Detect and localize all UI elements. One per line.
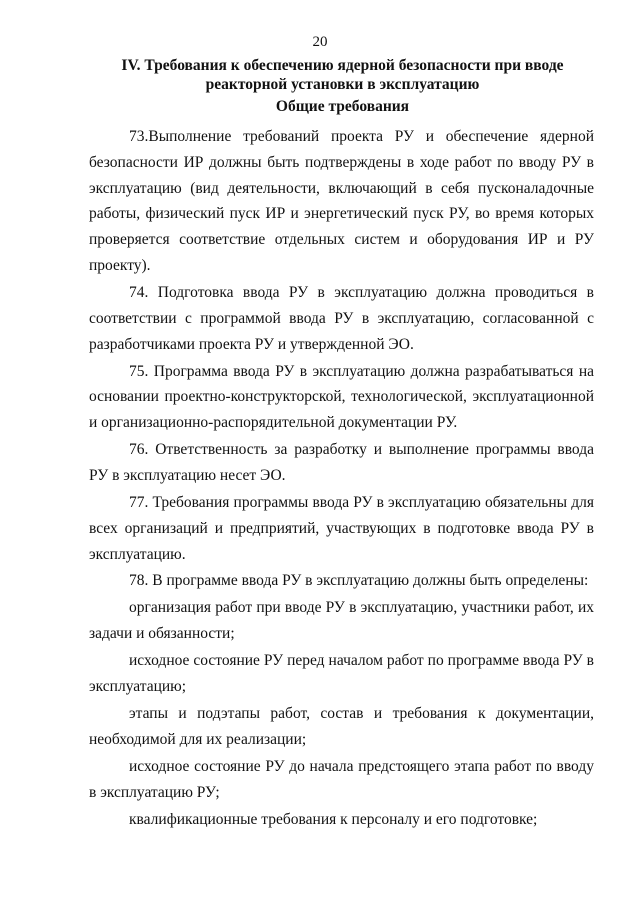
paragraph-74: 74. Подготовка ввода РУ в эксплуатацию должна проводиться в соответствии с программой ввода РУ в эксплуатацию, согласованной с разработчиками проекта РУ и утвержденной ЭО. xyxy=(89,283,594,353)
paragraph-76: 76. Ответственность за разработку и выполнение программы ввода РУ в эксплуатацию несет ЭО. xyxy=(89,441,594,484)
list-item-stages: этапы и подэтапы работ, состав и требования к документации, необходимой для их реализации; xyxy=(89,705,594,748)
paragraph-75: 75. Программа ввода РУ в эксплуатацию должна разрабатываться на основании проектно-конструкторской, технологической, эксплуатационной и организационно-распорядительной документации РУ. xyxy=(89,362,594,432)
list-item-organization: организация работ при вводе РУ в эксплуатацию, участники работ, их задачи и обязанности; xyxy=(89,599,594,643)
list-item-initial-state: исходное состояние РУ перед началом работ по программе ввода РУ в эксплуатацию; xyxy=(89,652,594,696)
paragraph-73: 73.Выполнение требований проекта РУ и обеспечение ядерной безопасности ИР должны быть подтверждены в ходе работ по вводу РУ в эксплуатацию (вид деятельности, включающий в себя пусконаладочные работы, физический пуск ИР и энергетический пуск РУ, во время которых проверяется соответствие отдельных систем и оборудования ИР и РУ проекту). xyxy=(89,128,594,274)
paragraph-77: 77. Требования программы ввода РУ в эксплуатацию обязательны для всех организаций и предприятий, участвующих в подготовке ввода РУ в эксплуатацию. xyxy=(89,493,594,563)
paragraph-78: 78. В программе ввода РУ в эксплуатацию должны быть определены: xyxy=(129,572,589,590)
section-title: IV. Требования к обеспечению ядерной безопасности при вводе реакторной установки в эксплуатацию xyxy=(121,57,564,93)
list-item-personnel: квалификационные требования к персоналу и его подготовке; xyxy=(129,810,538,828)
list-item-stage-initial-state: исходное состояние РУ до начала предстоящего этапа работ по вводу в эксплуатацию РУ; xyxy=(89,757,594,801)
page-number: 20 xyxy=(312,34,328,50)
document-body xyxy=(89,124,594,832)
subsection-title: Общие требования xyxy=(275,98,410,115)
